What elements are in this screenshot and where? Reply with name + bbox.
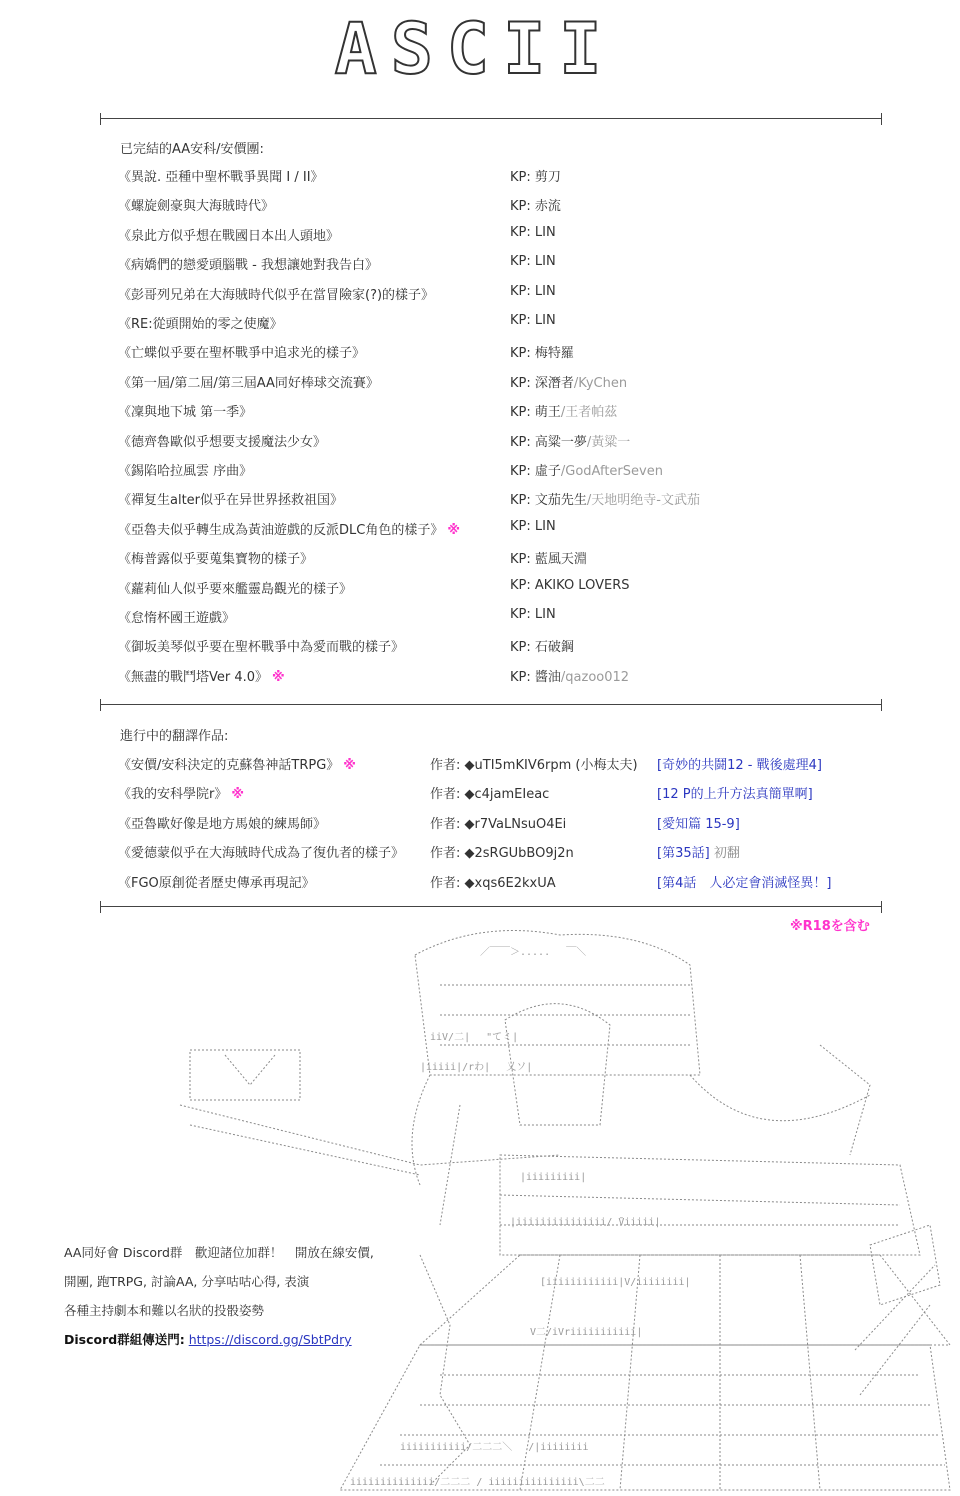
completed-item	[0, 372, 960, 394]
svg-text:|iiiiiiiii|: |iiiiiiiii|	[520, 1172, 587, 1183]
completed-item	[0, 166, 960, 188]
completed-item-kp: KP: 醬油/qazoo012	[510, 669, 630, 685]
completed-item-kp: KP: 萌王/王者帕茲	[510, 405, 618, 421]
ongoing-item-title[interactable]: 《安價/安科決定的克蘇魯神話TRPG》 ※	[118, 758, 356, 773]
ongoing-item-chapter-link[interactable]: [12 P的上升方法真簡單啊]	[657, 787, 813, 803]
completed-item-title: 《亡蝶似乎要在聖杯戰爭中追求光的樣子》	[118, 346, 366, 362]
completed-item-title: 《無盡的戰鬥塔Ver 4.0》 ※	[118, 669, 285, 685]
completed-item-title: 《御坂美琴似乎要在聖杯戰爭中為愛而戰的樣子》	[118, 640, 405, 656]
ongoing-item-title[interactable]: 《我的安科學院r》 ※	[118, 787, 244, 803]
completed-item-title: 《凜與地下城 第一季》	[118, 405, 253, 421]
completed-item-title: 《德齊魯歐似乎想要支援魔法少女》	[118, 434, 327, 450]
r18-mark: ※	[231, 787, 244, 803]
completed-item-title: 《怠惰杯國王遊戲》	[118, 611, 236, 626]
completed-item-kp: KP: 文茄先生/天地明绝寺-文武茄	[510, 493, 700, 509]
svg-text:iiiiiiiiiiiiii/二二二 / iiiiiiiii: iiiiiiiiiiiiii/二二二 / iiiiiiiiiiiiiii\二二	[350, 1477, 605, 1488]
ongoing-item	[0, 783, 960, 805]
logo-text: ASCII	[334, 8, 616, 90]
ongoing-item	[0, 754, 960, 776]
completed-item-kp: KP: LIN	[510, 518, 556, 534]
completed-item-title: 《蘿莉仙人似乎要來艦靈島觀光的樣子》	[118, 581, 353, 597]
completed-section-title: 已完結的AA安科/安價團:	[120, 142, 264, 157]
completed-item	[0, 548, 960, 570]
completed-item-title: 《禪复生alter似乎在异世界拯救祖国》	[118, 493, 344, 509]
ongoing-item	[0, 872, 960, 894]
ongoing-item-title[interactable]: 《亞魯歐好像是地方馬娘的練馬師》	[118, 816, 327, 832]
completed-item-kp-sub: /GodAfterSeven	[560, 464, 663, 479]
divider-middle	[100, 704, 882, 705]
completed-item	[0, 284, 960, 306]
completed-item	[0, 254, 960, 276]
completed-item	[0, 313, 960, 335]
r18-mark: ※	[343, 758, 356, 773]
ongoing-item-title[interactable]: 《FGO原創從者歷史傳承再現記》	[118, 875, 315, 891]
completed-item-title: 《泉此方似乎想在戰國日本出人頭地》	[118, 228, 340, 244]
ongoing-item-author: 作者: ◆r7VaLNsuO4Ei	[430, 816, 567, 832]
ongoing-item-author: 作者: ◆2sRGUbBO9j2n	[430, 846, 574, 862]
ascii-art-figure	[0, 925, 960, 1496]
ongoing-item-chapter-link[interactable]: [第4話 人必定會消滅怪異！]	[657, 875, 832, 891]
completed-item-title: 《螺旋劍豪與大海賊時代》	[118, 199, 275, 215]
svg-text:[iiiiiiiiiiii|V/iiiiiiii|: [iiiiiiiiiiii|V/iiiiiiii|	[540, 1277, 691, 1288]
r18-mark: ※	[447, 522, 460, 538]
ongoing-item	[0, 842, 960, 864]
ongoing-item-title[interactable]: 《愛德蒙似乎在大海賊時代成為了復仇者的樣子》	[118, 846, 405, 862]
r18-note: ※R18を含む	[790, 919, 870, 934]
completed-item-title: 《錫陷哈拉風雲 序曲》	[118, 464, 253, 479]
completed-item-kp: KP: 高粱一夢/黃粱一	[510, 434, 631, 450]
svg-text:／￣￣＞..... ￣＼: ／￣￣＞..... ￣＼	[480, 947, 587, 958]
completed-item	[0, 401, 960, 423]
ongoing-item-chapter-link[interactable]: [奇妙的共鬪12 - 戰後處理4]	[657, 758, 822, 773]
r18-mark: ※	[272, 669, 285, 685]
svg-text:V二/iVriiiiiiiiiii|: V二/iVriiiiiiiiiii|	[530, 1327, 643, 1338]
ongoing-item-chapter-link[interactable]: [愛知篇 15-9]	[657, 816, 740, 832]
completed-item-kp: KP: 深潛者/KyChen	[510, 375, 628, 391]
svg-text:iiiiiiiiiii/二二二＼ /|iiiiiiii: iiiiiiiiiii/二二二＼ /|iiiiiiii	[400, 1442, 589, 1453]
completed-item-kp: KP: LIN	[510, 254, 556, 270]
ongoing-item-author: 作者: ◆xqs6E2kxUA	[430, 875, 556, 891]
completed-item	[0, 342, 960, 364]
ongoing-item-chapter-link[interactable]: [第35話] 初翻	[657, 846, 740, 862]
completed-item-title: 《異說. 亞種中聖杯戰爭異聞 I / II》	[118, 170, 324, 185]
completed-item-kp: KP: 剪刀	[510, 170, 561, 185]
completed-item	[0, 195, 960, 217]
completed-item-kp: KP: LIN	[510, 224, 556, 240]
discord-invite-link[interactable]: https://discord.gg/SbtPdry	[188, 1332, 352, 1347]
completed-item	[0, 489, 960, 511]
completed-item-kp: KP: 赤流	[510, 199, 561, 215]
completed-item	[0, 666, 960, 688]
svg-text:|iiiii|/rわ| 乂ソ|: |iiiii|/rわ| 乂ソ|	[420, 1062, 533, 1073]
ongoing-item-author: 作者: ◆c4jamEIeac	[430, 787, 550, 803]
completed-item-kp: KP: LIN	[510, 313, 556, 328]
completed-item-kp-sub: /王者帕茲	[560, 405, 618, 421]
ascii-art-illustration	[0, 925, 960, 1496]
svg-text:iiV/二| "てミ|: iiV/二| "てミ|	[430, 1032, 519, 1043]
completed-item	[0, 519, 960, 541]
ongoing-item-chapter-note: 初翻	[709, 846, 740, 862]
divider-bottom	[100, 906, 882, 907]
completed-item-kp-sub: /黃粱一	[586, 434, 631, 450]
completed-item-title: 《彭哥列兄弟在大海賊時代似乎在當冒險家(?)的樣子》	[118, 287, 435, 303]
completed-item	[0, 225, 960, 247]
completed-item	[0, 578, 960, 600]
completed-item-title: 《梅普露似乎要蒐集寶物的樣子》	[118, 552, 314, 568]
completed-item-kp: KP: AKIKO LOVERS	[510, 577, 630, 593]
completed-item-kp: KP: LIN	[510, 607, 556, 622]
discord-line-3: 各種主持劇本和難以名狀的投骰姿勢	[64, 1303, 265, 1318]
discord-link-row	[64, 1325, 374, 1354]
completed-item-kp-sub: /qazoo012	[560, 669, 630, 685]
ongoing-section-title: 進行中的翻譯作品:	[120, 729, 229, 744]
completed-item-title: 《第一屆/第二屆/第三屆AA同好棒球交流賽》	[118, 375, 379, 391]
ascii-logo	[300, 6, 650, 92]
completed-item-kp: KP: 虛子/GodAfterSeven	[510, 464, 663, 479]
completed-item-kp: KP: 藍風天淵	[510, 552, 587, 568]
completed-item-kp-sub: /天地明绝寺-文武茄	[586, 493, 700, 509]
discord-promo	[64, 1238, 374, 1354]
ongoing-item	[0, 813, 960, 835]
completed-item-kp: KP: 梅特羅	[510, 346, 574, 362]
discord-link-label: Discord群組傳送門:	[64, 1332, 185, 1347]
ongoing-item-author: 作者: ◆uTI5mKIV6rpm (小梅太夫)	[430, 758, 638, 773]
completed-item-title: 《病嬌們的戀愛頭腦戰 - 我想讓她對我告白》	[118, 258, 378, 274]
discord-line-1: AA同好會 Discord群 歡迎諸位加群！ 開放在線安價,	[64, 1245, 374, 1260]
completed-item-title: 《RE:從頭開始的零之使魔》	[118, 317, 283, 332]
completed-item	[0, 460, 960, 482]
completed-item-kp-sub: /KyChen	[573, 375, 628, 391]
completed-item-kp: KP: LIN	[510, 283, 556, 299]
completed-item-title: 《亞魯夫似乎轉生成為黃油遊戲的反派DLC角色的樣子》 ※	[118, 522, 460, 538]
divider-top	[100, 118, 882, 119]
completed-item-kp: KP: 石破鋼	[510, 640, 574, 656]
discord-line-2: 開團, 跑TRPG, 討論AA, 分享咕咕心得, 表演	[64, 1274, 310, 1289]
completed-item	[0, 431, 960, 453]
completed-item	[0, 636, 960, 658]
svg-text:|iiiiiiiiiiiiiii/ ̄Viiiii|: |iiiiiiiiiiiiiii/ ̄Viiiii|	[510, 1217, 661, 1228]
completed-item	[0, 607, 960, 629]
